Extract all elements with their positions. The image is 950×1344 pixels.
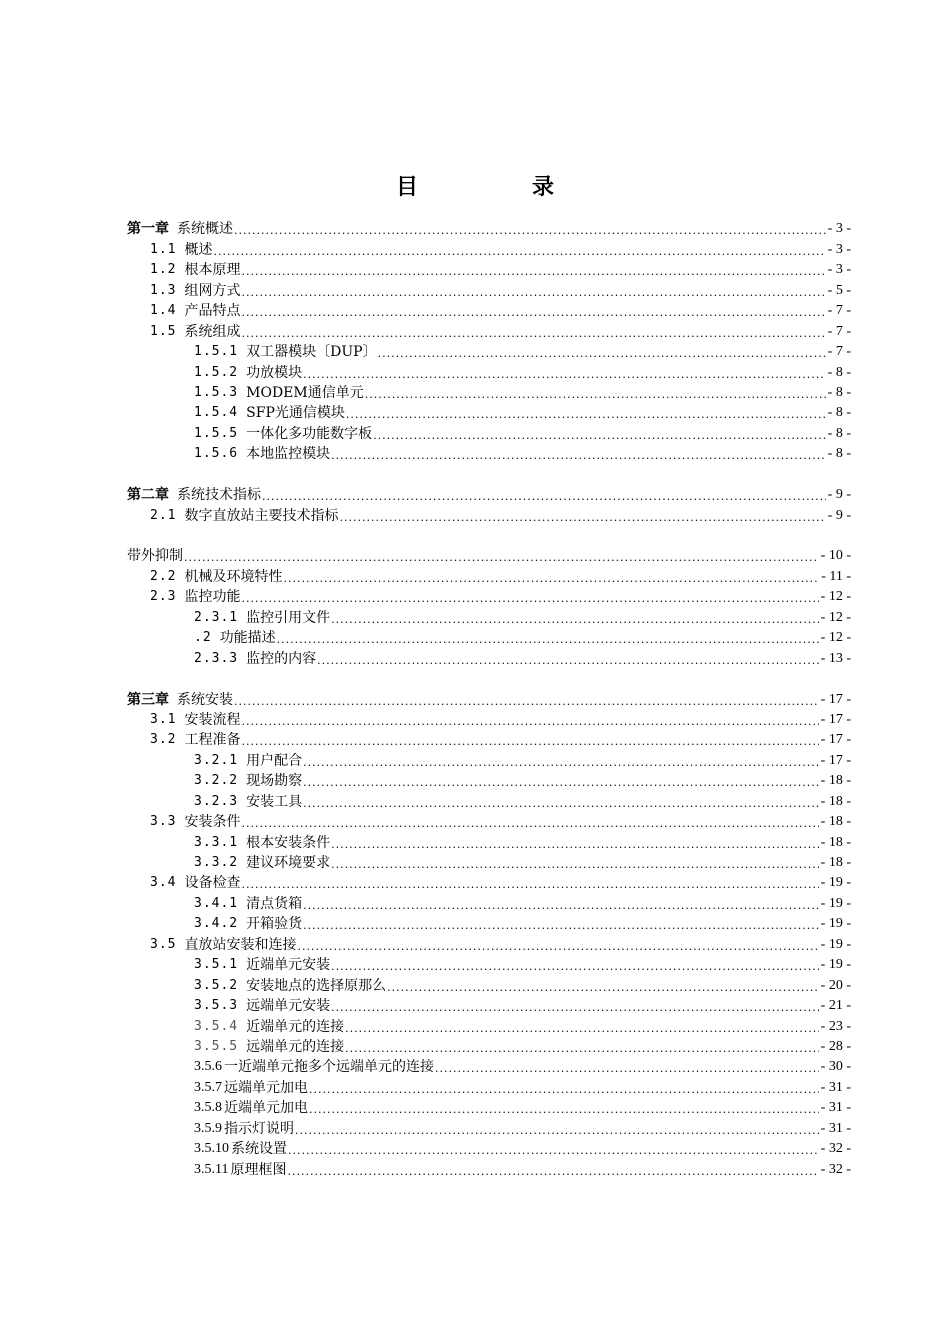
toc-entry-title: 数字直放站主要技术指标: [184, 507, 339, 524]
toc-entry-number: 2.1: [150, 507, 177, 523]
toc-entry-title: 系统安装: [177, 691, 233, 708]
toc-entry-page: - 32 -: [820, 1141, 851, 1157]
toc-entry-number: 第一章: [127, 221, 169, 238]
toc-entry-title: 本地监控模块: [246, 446, 331, 463]
toc-entry-title: 开箱验货: [246, 916, 303, 933]
toc-entry[interactable]: [127, 1159, 851, 1179]
toc-entry-page: - 9 -: [827, 507, 851, 523]
toc-entry-title: 设备检查: [184, 875, 241, 892]
toc-entry-title: MODEM通信单元: [246, 384, 364, 401]
toc-entry[interactable]: [127, 1057, 851, 1077]
toc-entry-page: - 30 -: [820, 1059, 851, 1075]
toc-entry-number: 3.5: [150, 936, 177, 952]
toc-entry-title: 机械及环境特性: [184, 568, 283, 585]
toc-entry-page: - 32 -: [820, 1161, 851, 1177]
toc-entry-page: - 19 -: [820, 916, 851, 932]
toc-entry-number: 3.5.6: [194, 1059, 222, 1075]
toc-entry[interactable]: [127, 362, 851, 382]
toc-entry-title: 概述: [184, 241, 213, 258]
toc-entry-number: 2.3.1: [194, 609, 239, 625]
dot-leader: [234, 223, 826, 239]
toc-entry-page: - 31 -: [820, 1100, 851, 1116]
toc-entry-page: - 12 -: [820, 589, 851, 605]
dot-leader: [303, 796, 819, 812]
toc-entry[interactable]: [127, 546, 851, 566]
toc-entry-title: 监控引用文件: [246, 609, 331, 626]
toc-entry-title: 监控的内容: [246, 650, 317, 667]
dot-leader: [262, 489, 826, 505]
toc-entry-number: 3.2.3: [194, 793, 239, 809]
dot-leader: [365, 387, 826, 403]
toc-spacer: [127, 669, 851, 689]
toc-entry-title: 安装流程: [184, 711, 241, 728]
dot-leader: [303, 755, 819, 771]
dot-leader: [184, 550, 819, 566]
toc-entry-title: 近端单元安装: [246, 957, 331, 974]
toc-entry-title: 带外抑制: [127, 548, 183, 565]
toc-entry[interactable]: [127, 1037, 851, 1057]
toc-entry-number: 3.4.2: [194, 916, 239, 932]
toc-entry-page: - 5 -: [827, 282, 851, 298]
toc-entry[interactable]: [127, 1077, 851, 1097]
toc-entry[interactable]: [127, 628, 851, 648]
toc-entry[interactable]: [127, 219, 851, 239]
dot-leader: [241, 285, 825, 301]
toc-entry[interactable]: [127, 403, 851, 423]
toc-entry-title: 近端单元加电: [224, 1100, 308, 1117]
toc-entry[interactable]: [127, 996, 851, 1016]
dot-leader: [331, 857, 819, 873]
toc-spacer: [127, 464, 851, 484]
toc-entry[interactable]: [127, 1016, 851, 1036]
toc-entry-title: 直放站安装和连接: [184, 936, 297, 953]
toc-entry-page: - 8 -: [827, 384, 851, 400]
toc-entry-page: - 8 -: [827, 446, 851, 462]
dot-leader: [345, 1021, 819, 1037]
dot-leader: [331, 1000, 819, 1016]
toc-entry-title: SFP光通信模块: [246, 405, 345, 422]
toc-entry-number: 1.3: [150, 282, 177, 298]
toc-entry-page: - 18 -: [820, 834, 851, 850]
dot-leader: [241, 877, 818, 893]
toc-entry[interactable]: [127, 587, 851, 607]
dot-leader: [345, 1041, 819, 1057]
toc-entry-title: 组网方式: [184, 282, 241, 299]
toc-entry-number: 3.3.2: [194, 855, 239, 870]
toc-entry-page: - 12 -: [820, 609, 851, 625]
toc-entry-number: 3.5.4: [194, 1018, 239, 1034]
toc-entry-page: - 19 -: [820, 895, 851, 911]
toc-entry-page: - 17 -: [820, 752, 851, 768]
toc-entry-page: - 28 -: [820, 1038, 851, 1054]
toc-entry[interactable]: [127, 893, 851, 913]
toc-entry-page: - 9 -: [827, 487, 851, 503]
toc-entry[interactable]: [127, 812, 851, 832]
toc-entry[interactable]: [127, 934, 851, 954]
toc-entry-page: - 3 -: [827, 241, 851, 257]
toc-entry-title: 指示灯说明: [224, 1120, 294, 1137]
toc-entry-page: - 19 -: [820, 875, 851, 891]
toc-entry-number: 1.5.2: [194, 364, 239, 380]
dot-leader: [241, 591, 818, 607]
dot-leader: [241, 714, 818, 730]
toc-entry-title: 功放模块: [246, 364, 303, 381]
dot-leader: [331, 612, 819, 628]
dot-leader: [241, 305, 825, 321]
toc-entry-title: 监控功能: [184, 589, 241, 606]
toc-entry-page: - 23 -: [820, 1018, 851, 1034]
toc-entry-title: 一体化多功能数字板: [246, 425, 373, 442]
toc-entry-title: 根本安装条件: [246, 834, 331, 851]
dot-leader: [331, 448, 826, 464]
dot-leader: [303, 898, 819, 914]
dot-leader: [241, 264, 825, 280]
toc-entry-number: 3.5.2: [194, 977, 239, 993]
toc-entry-number: 3.4: [150, 875, 177, 891]
toc-entry-number: 第二章: [127, 487, 169, 504]
toc-entry-title: 系统设置: [231, 1141, 287, 1158]
toc-entry-number: 3.5.5: [194, 1038, 239, 1054]
toc-entry[interactable]: [127, 771, 851, 791]
dot-leader: [288, 1143, 819, 1159]
toc-entry-title: 系统组成: [184, 323, 241, 340]
toc-entry[interactable]: [127, 689, 851, 709]
toc-entry[interactable]: [127, 730, 851, 750]
toc-entry-page: - 17 -: [820, 732, 851, 748]
toc-entry-number: 3.2.1: [194, 752, 239, 768]
toc-entry-number: .2: [194, 630, 212, 646]
toc-entry-title: 系统技术指标: [177, 487, 261, 504]
dot-leader: [435, 1061, 819, 1077]
toc-entry-page: - 12 -: [820, 630, 851, 646]
toc-entry-number: 1.4: [150, 303, 177, 319]
toc-entry-number: 1.1: [150, 241, 177, 257]
dot-leader: [303, 775, 819, 791]
toc-entry[interactable]: [127, 914, 851, 934]
toc-entry[interactable]: [127, 607, 851, 627]
toc-entry-title: 系统概述: [177, 221, 233, 238]
toc-entry[interactable]: [127, 383, 851, 403]
toc-entry[interactable]: [127, 648, 851, 668]
toc-entry-number: 3.5.7: [194, 1079, 222, 1095]
table-of-contents: [127, 219, 851, 1180]
toc-entry-number: 3.5.8: [194, 1100, 222, 1116]
dot-leader: [303, 918, 819, 934]
toc-entry-page: - 3 -: [827, 221, 851, 237]
dot-leader: [309, 1102, 819, 1118]
toc-entry-number: 3.5.10: [194, 1141, 229, 1157]
toc-entry-number: 1.2: [150, 262, 177, 278]
toc-entry-number: 3.5.1: [194, 957, 239, 973]
toc-entry-page: - 21 -: [820, 998, 851, 1014]
toc-entry-page: - 11 -: [821, 568, 851, 584]
toc-entry[interactable]: [127, 485, 851, 505]
toc-entry-title: 原理框图: [230, 1161, 287, 1178]
toc-entry-page: - 17 -: [820, 691, 851, 707]
toc-entry-title: 清点货箱: [246, 895, 303, 912]
toc-entry[interactable]: [127, 873, 851, 893]
dot-leader: [387, 980, 819, 996]
toc-entry[interactable]: [127, 853, 851, 873]
toc-entry-number: 第三章: [127, 691, 169, 708]
toc-entry-title: 工程准备: [184, 732, 241, 749]
toc-entry-title: 安装条件: [184, 814, 241, 831]
toc-entry[interactable]: [127, 342, 851, 362]
toc-entry-page: - 31 -: [820, 1079, 851, 1095]
toc-entry-number: 3.3.1: [194, 834, 239, 850]
toc-entry[interactable]: [127, 710, 851, 730]
toc-entry-number: 1.5.3: [194, 384, 239, 400]
toc-entry-page: - 18 -: [820, 855, 851, 870]
toc-entry-number: 3.5.11: [194, 1161, 229, 1177]
toc-entry-title: 远端单元的连接: [246, 1038, 345, 1055]
toc-entry-number: 3.3: [150, 814, 177, 830]
dot-leader: [378, 346, 826, 362]
dot-leader: [339, 510, 825, 526]
toc-entry-page: - 19 -: [820, 957, 851, 973]
toc-entry[interactable]: [127, 1139, 851, 1159]
toc-entry-title: 建议环境要求: [246, 855, 331, 871]
dot-leader: [303, 367, 826, 383]
toc-entry-number: 3.4.1: [194, 895, 239, 911]
toc-entry-page: - 8 -: [827, 364, 851, 380]
dot-leader: [295, 1123, 819, 1139]
toc-entry-title: 远端单元安装: [246, 998, 331, 1015]
toc-entry[interactable]: [127, 280, 851, 300]
dot-leader: [234, 694, 819, 710]
toc-entry-number: 1.5: [150, 323, 177, 339]
toc-entry[interactable]: [127, 321, 851, 341]
toc-entry[interactable]: [127, 423, 851, 443]
toc-entry-title: 用户配合: [246, 752, 303, 769]
toc-entry[interactable]: [127, 955, 851, 975]
toc-entry[interactable]: [127, 832, 851, 852]
toc-entry-title: 安装工具: [246, 793, 303, 810]
toc-entry-number: 1.5.1: [194, 344, 239, 360]
toc-entry-number: 1.5.5: [194, 425, 239, 441]
dot-leader: [241, 326, 825, 342]
toc-entry-page: - 18 -: [820, 773, 851, 789]
toc-entry-page: - 10 -: [820, 548, 851, 564]
toc-entry-page: - 7 -: [827, 344, 851, 360]
toc-entry[interactable]: [127, 750, 851, 770]
toc-entry-number: 1.5.4: [194, 405, 239, 421]
toc-entry-page: - 8 -: [827, 425, 851, 441]
toc-entry-page: - 18 -: [820, 814, 851, 830]
toc-entry-title: 现场勘察: [246, 773, 303, 790]
toc-entry-number: 3.5.9: [194, 1120, 222, 1136]
toc-entry-page: - 18 -: [820, 793, 851, 809]
dot-leader: [283, 571, 819, 587]
toc-entry-number: 3.5.3: [194, 998, 239, 1014]
toc-entry-number: 2.3.3: [194, 650, 239, 666]
toc-entry-page: - 13 -: [820, 650, 851, 666]
toc-entry-number: 3.2: [150, 732, 177, 748]
dot-leader: [331, 959, 819, 975]
toc-entry[interactable]: [127, 239, 851, 259]
dot-leader: [373, 428, 826, 444]
dot-leader: [346, 407, 826, 423]
toc-entry-page: - 17 -: [820, 711, 851, 727]
toc-entry-page: - 20 -: [820, 977, 851, 993]
dot-leader: [317, 653, 819, 669]
dot-leader: [297, 939, 818, 955]
toc-entry-page: - 8 -: [827, 405, 851, 421]
toc-entry[interactable]: [127, 1098, 851, 1118]
toc-entry-page: - 3 -: [827, 262, 851, 278]
toc-entry-page: - 31 -: [820, 1120, 851, 1136]
dot-leader: [241, 734, 818, 750]
toc-entry-title: 安装地点的选择原那么: [246, 977, 387, 994]
toc-entry[interactable]: [127, 975, 851, 995]
toc-spacer: [127, 526, 851, 546]
page-title: 目 录: [395, 174, 600, 200]
dot-leader: [287, 1164, 818, 1180]
toc-entry-title: 一近端单元拖多个远端单元的连接: [224, 1059, 434, 1076]
toc-entry[interactable]: [127, 791, 851, 811]
toc-entry-title: 近端单元的连接: [246, 1018, 345, 1035]
toc-entry[interactable]: [127, 444, 851, 464]
toc-entry-title: 产品特点: [184, 303, 241, 320]
toc-entry-title: 根本原理: [184, 262, 241, 279]
toc-entry-title: 功能描述: [219, 630, 276, 647]
dot-leader: [277, 632, 819, 648]
dot-leader: [213, 244, 825, 260]
dot-leader: [309, 1082, 819, 1098]
toc-entry[interactable]: [127, 260, 851, 280]
toc-entry[interactable]: [127, 566, 851, 586]
toc-entry-page: - 7 -: [827, 303, 851, 319]
toc-entry-page: - 7 -: [827, 323, 851, 339]
toc-entry-title: 双工器模块〔DUP〕: [246, 344, 377, 361]
toc-entry-number: 1.5.6: [194, 446, 239, 462]
toc-entry-number: 2.2: [150, 568, 177, 584]
toc-entry-number: 3.1: [150, 711, 177, 727]
toc-entry[interactable]: [127, 505, 851, 525]
toc-entry-number: 2.3: [150, 589, 177, 605]
toc-entry-number: 3.2.2: [194, 773, 239, 789]
dot-leader: [241, 816, 818, 832]
toc-entry[interactable]: [127, 1118, 851, 1138]
toc-entry-title: 远端单元加电: [224, 1079, 308, 1096]
dot-leader: [331, 837, 819, 853]
toc-entry[interactable]: [127, 301, 851, 321]
toc-entry-page: - 19 -: [820, 936, 851, 952]
